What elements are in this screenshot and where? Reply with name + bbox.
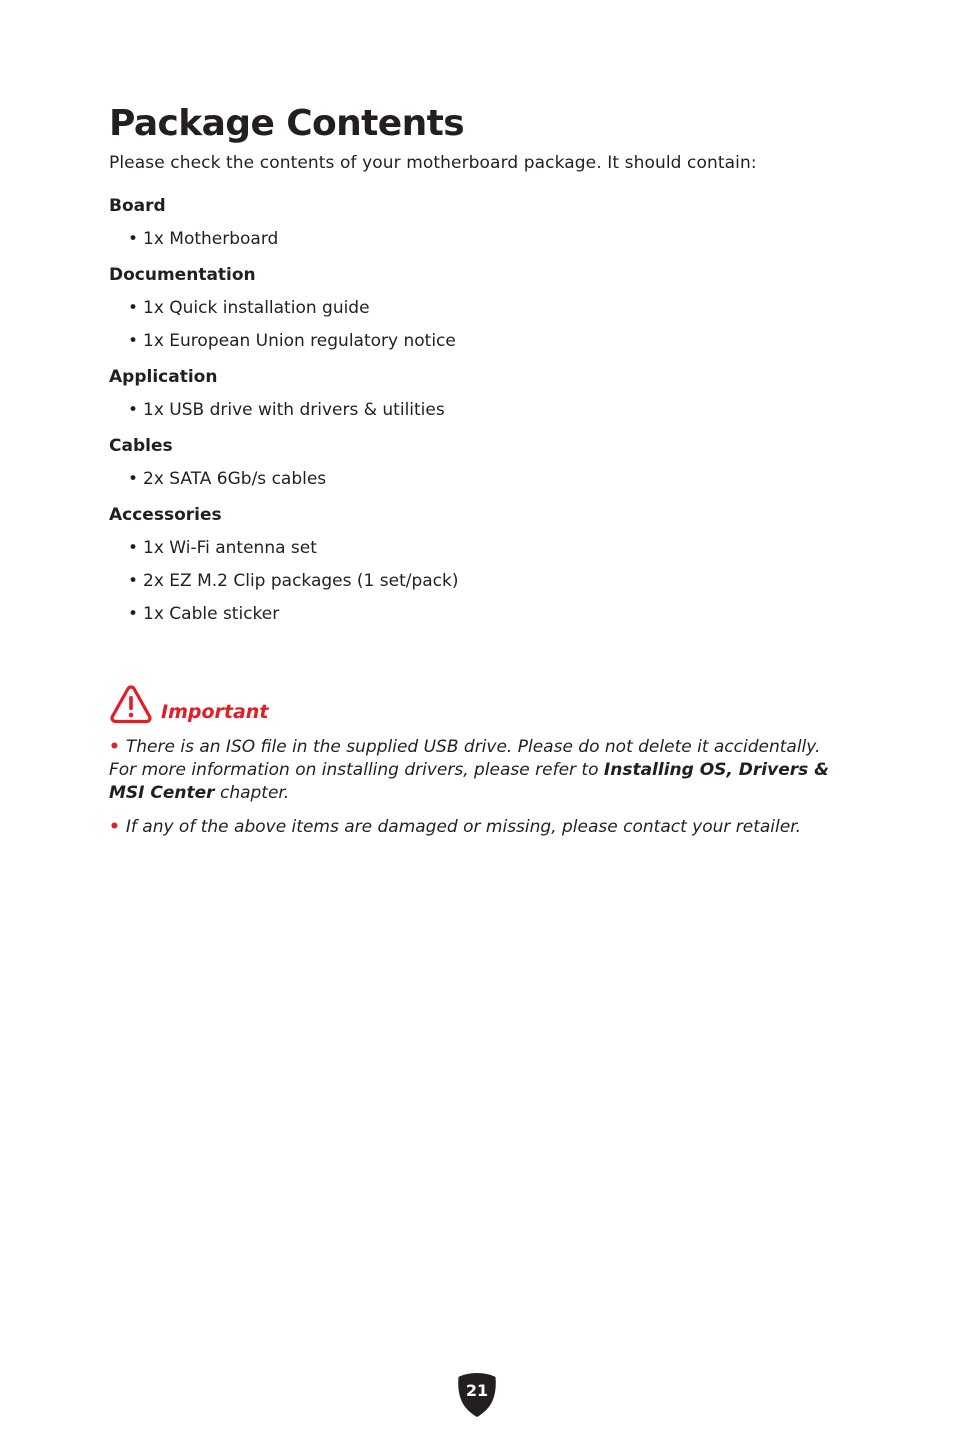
section-cables: [109, 433, 869, 492]
list-item: • 1x Wi-Fi antenna set: [109, 535, 869, 561]
list-item: • 1x Cable sticker: [109, 601, 869, 627]
list-item: • 1x European Union regulatory notice: [109, 328, 869, 354]
section-heading: Cables: [109, 436, 173, 456]
note-text: If any of the above items are damaged or missing, please contact your retailer.: [125, 817, 802, 837]
page-number-badge: [457, 1372, 497, 1418]
item-list: [109, 535, 869, 627]
item-list: [109, 295, 869, 354]
important-label: Important: [161, 701, 269, 723]
bullet-icon: •: [109, 737, 120, 757]
package-contents-list: [109, 193, 869, 637]
section-heading: Documentation: [109, 265, 256, 285]
note-bold-reference: Installing OS, Drivers & MSI Center: [109, 760, 829, 803]
list-item: • 2x SATA 6Gb/s cables: [109, 466, 869, 492]
page-title: Package Contents: [109, 103, 465, 144]
section-application: [109, 364, 869, 423]
warning-icon: [109, 684, 153, 724]
note-text: chapter.: [214, 783, 290, 803]
note-item: [109, 816, 829, 839]
note-text: There is an ISO file in the supplied USB drive. Please do not delete it accidentally. For more information on installing drivers, please refer to: [109, 737, 821, 780]
note-item: [109, 736, 829, 805]
page-number: 21: [465, 1381, 489, 1400]
section-board: [109, 193, 869, 252]
list-item: • 1x Motherboard: [109, 226, 869, 252]
intro-text: Please check the contents of your motherboard package. It should contain:: [109, 153, 757, 173]
important-header: [109, 684, 268, 724]
item-list: [109, 466, 869, 492]
bullet-icon: •: [109, 817, 120, 837]
list-item: • 1x USB drive with drivers & utilities: [109, 397, 869, 423]
item-list: [109, 226, 869, 252]
section-heading: Board: [109, 196, 166, 216]
section-documentation: [109, 262, 869, 354]
list-item: • 2x EZ M.2 Clip packages (1 set/pack): [109, 568, 869, 594]
section-heading: Application: [109, 367, 218, 387]
section-heading: Accessories: [109, 505, 222, 525]
item-list: [109, 397, 869, 423]
important-notes: [109, 736, 829, 850]
list-item: • 1x Quick installation guide: [109, 295, 869, 321]
section-accessories: [109, 502, 869, 627]
